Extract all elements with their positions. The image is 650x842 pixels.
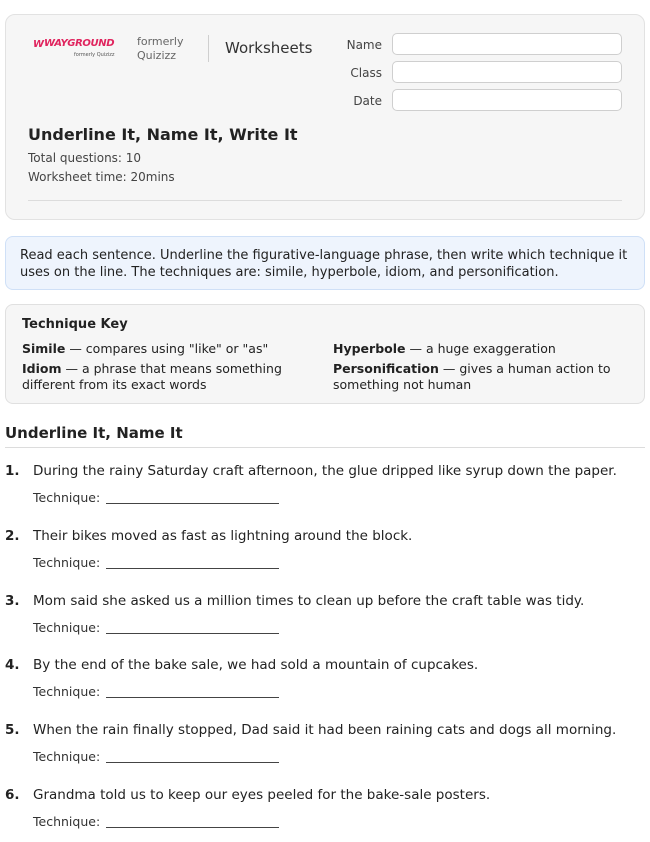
question-number: 6. <box>5 787 20 803</box>
answer-line[interactable] <box>106 503 279 504</box>
wayground-logo-mark-icon: W <box>33 39 45 50</box>
question-text: By the end of the bake sale, we had sold a mountain of cupcakes. <box>33 657 479 673</box>
question-item <box>5 463 645 523</box>
answer-line[interactable] <box>106 827 279 828</box>
technique-label: Technique: <box>33 620 101 635</box>
technique-key-title: Technique Key <box>22 317 128 332</box>
date-label: Date <box>353 94 382 108</box>
key-term: Personification <box>333 361 439 376</box>
instructions-box: Read each sentence. Underline the figurative-language phrase, then write which technique it uses on the line. The techniques are: simile, hyperbole, idiom, and personification. <box>5 236 645 290</box>
quizizz-line: Quizizz <box>137 49 177 62</box>
question-item <box>5 528 645 588</box>
question-number: 5. <box>5 722 20 738</box>
logo-wordmark: WAYGROUND <box>44 38 115 49</box>
answer-line[interactable] <box>106 633 279 634</box>
worksheet-time: Worksheet time: 20mins <box>28 170 175 184</box>
key-item-idiom <box>22 361 312 393</box>
wayground-logo <box>28 37 120 61</box>
worksheet-title: Underline It, Name It, Write It <box>28 125 298 144</box>
technique-label: Technique: <box>33 490 101 505</box>
question-item <box>5 787 645 842</box>
technique-label: Technique: <box>33 814 101 829</box>
key-item-hyperbole <box>333 341 633 357</box>
name-field[interactable] <box>392 33 622 55</box>
formerly-quizizz-note <box>137 35 184 63</box>
class-field[interactable] <box>392 61 622 83</box>
question-text: Mom said she asked us a million times to clean up before the craft table was tidy. <box>33 593 585 609</box>
answer-line[interactable] <box>106 697 279 698</box>
question-text: Grandma told us to keep our eyes peeled for the bake-sale posters. <box>33 787 491 803</box>
key-item-simile <box>22 341 312 357</box>
technique-label: Technique: <box>33 684 101 699</box>
header-divider <box>208 35 209 62</box>
technique-key <box>5 304 645 404</box>
answer-line[interactable] <box>106 762 279 763</box>
question-text: During the rainy Saturday craft afternoon, the glue dripped like syrup down the paper. <box>33 463 617 479</box>
section-title: Underline It, Name It <box>5 424 183 442</box>
date-field[interactable] <box>392 89 622 111</box>
logo-subtext: formerly Quizizz <box>74 52 115 58</box>
key-term: Simile <box>22 341 66 356</box>
key-definition: — a huge exaggeration <box>405 341 556 356</box>
question-text: When the rain finally stopped, Dad said it had been raining cats and dogs all morning. <box>33 722 617 738</box>
question-number: 3. <box>5 593 20 609</box>
header-rule <box>28 200 622 201</box>
class-label: Class <box>350 66 382 80</box>
question-item <box>5 722 645 782</box>
total-questions: Total questions: 10 <box>28 151 142 165</box>
key-item-personification <box>333 361 633 393</box>
key-term: Idiom <box>22 361 62 376</box>
answer-line[interactable] <box>106 568 279 569</box>
key-definition: — a phrase that means something different from its exact words <box>22 361 282 392</box>
question-number: 1. <box>5 463 20 479</box>
question-item <box>5 593 645 653</box>
formerly-line: formerly <box>137 35 184 48</box>
key-term: Hyperbole <box>333 341 406 356</box>
question-item <box>5 657 645 717</box>
worksheets-label: Worksheets <box>225 39 313 57</box>
section-rule <box>5 447 645 448</box>
question-text: Their bikes moved as fast as lightning around the block. <box>33 528 413 544</box>
technique-label: Technique: <box>33 749 101 764</box>
key-definition: — gives a human action to something not human <box>333 361 611 392</box>
key-definition: — compares using "like" or "as" <box>65 341 269 356</box>
technique-label: Technique: <box>33 555 101 570</box>
question-number: 4. <box>5 657 20 673</box>
question-number: 2. <box>5 528 20 544</box>
name-label: Name <box>346 38 382 52</box>
